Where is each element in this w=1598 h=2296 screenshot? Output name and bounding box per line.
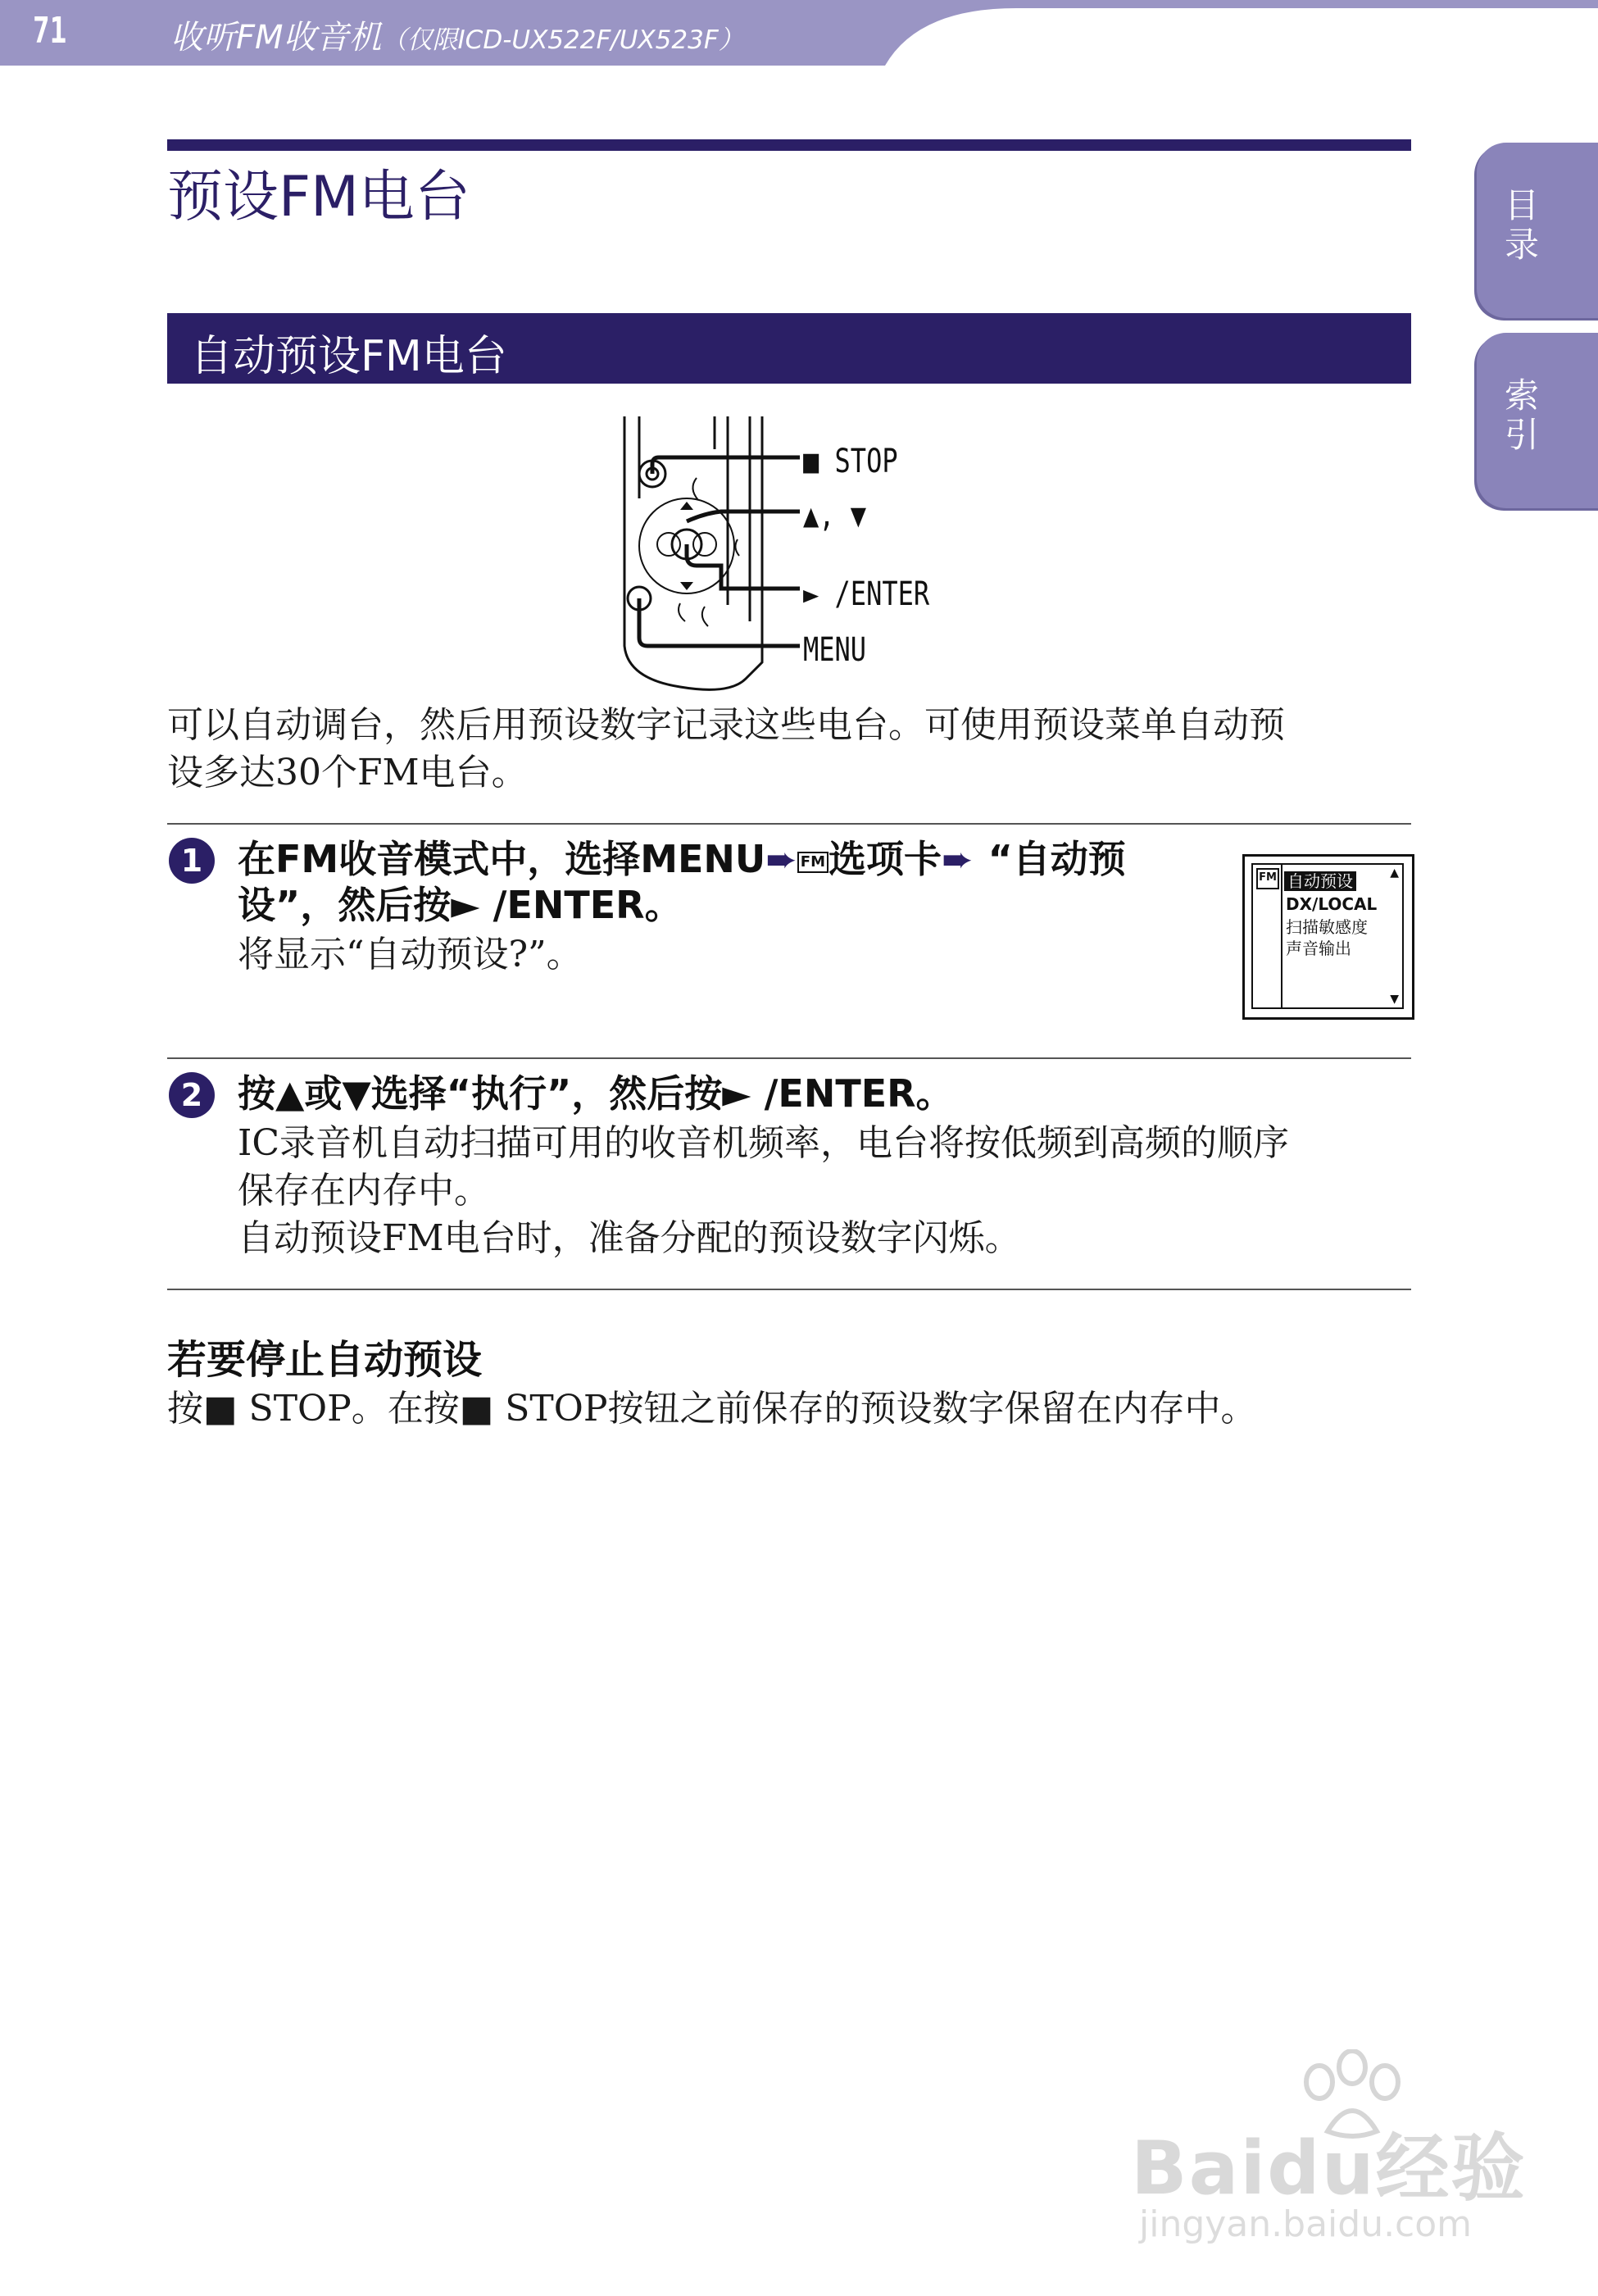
scroll-down-icon: ▼ xyxy=(1390,993,1399,1006)
intro-line-2: 设多达30个FM电台。 xyxy=(167,752,528,793)
step-1-text-a: 在FM收音模式中，选择MENU xyxy=(238,837,766,881)
step-1-heading xyxy=(238,836,1126,928)
step-1-text-c: “自动预 xyxy=(987,837,1126,881)
stop-heading: 若要停止自动预设 xyxy=(167,1337,483,1383)
chapter-title-note: （仅限ICD-UX522F/UX523F） xyxy=(381,25,744,55)
section-bar xyxy=(167,313,1411,384)
stop-text: 按■ STOP。在按■ STOP按钮之前保存的预设数字保留在内存中。 xyxy=(167,1388,1257,1430)
chapter-title xyxy=(170,11,744,58)
divider xyxy=(167,1057,1411,1059)
divider xyxy=(167,1289,1411,1290)
step-2-desc-line-2: 保存在内存中。 xyxy=(238,1170,490,1212)
lcd-item-auto-preset: 自动预设 xyxy=(1284,871,1356,891)
page-title: 预设FM电台 xyxy=(167,165,470,230)
step-2-desc-line-1: IC录音机自动扫描可用的收音机频率，电台将按低频到高频的顺序 xyxy=(238,1122,1290,1164)
arrow-icon: ➨ xyxy=(765,837,797,881)
step-1-text-b: 选项卡 xyxy=(829,837,942,881)
chapter-title-main: 收听FM收音机 xyxy=(170,19,382,57)
lcd-item-scan-sensitivity: 扫描敏感度 xyxy=(1286,917,1368,937)
lcd-divider xyxy=(1281,865,1282,1007)
stop-label: ■ STOP xyxy=(803,443,898,480)
step-2-description xyxy=(238,1120,1289,1262)
lcd-item-dx-local: DX/LOCAL xyxy=(1286,894,1378,914)
tab-contents-label: 目录 xyxy=(1500,187,1540,266)
title-rule xyxy=(167,139,1411,151)
watermark-brand: Baidu经验 xyxy=(1131,2126,1527,2212)
device-diagram xyxy=(606,416,1033,695)
arrow-icon: ➨ xyxy=(942,837,974,881)
up-down-label: ▲, ▼ xyxy=(803,497,867,534)
step-1-description: 将显示“自动预设?”。 xyxy=(238,934,583,975)
page-number: 71 xyxy=(33,10,67,52)
intro-line-1: 可以自动调台，然后用预设数字记录这些电台。可使用预设菜单自动预 xyxy=(167,704,1285,746)
menu-label: MENU xyxy=(803,631,867,669)
divider xyxy=(167,823,1411,825)
lcd-menu-screen xyxy=(1242,854,1414,1020)
lcd-frame xyxy=(1251,863,1404,1009)
fm-tab-icon: FM xyxy=(797,852,829,873)
tab-contents[interactable] xyxy=(1477,143,1598,318)
step-2-heading: 按▲或▼选择“执行”，然后按► /ENTER。 xyxy=(238,1071,954,1116)
fm-tab-icon: FM xyxy=(1256,868,1279,889)
baidu-watermark xyxy=(1131,2049,1527,2246)
scroll-up-icon: ▲ xyxy=(1390,866,1399,880)
section-title: 自动预设FM电台 xyxy=(190,332,507,381)
step-1-number: 1 xyxy=(169,838,215,884)
tab-index[interactable] xyxy=(1477,333,1598,508)
step-2-number: 2 xyxy=(169,1072,215,1118)
page-header xyxy=(0,0,1598,66)
step-1-heading-line-1 xyxy=(238,836,1126,882)
step-1-heading-line-2: 设”，然后按► /ENTER。 xyxy=(238,883,683,927)
step-2-desc-line-3: 自动预设FM电台时，准备分配的预设数字闪烁。 xyxy=(238,1217,1021,1259)
enter-label: ► /ENTER xyxy=(803,575,930,613)
tab-index-label: 索引 xyxy=(1500,377,1540,456)
intro-paragraph xyxy=(167,702,1413,797)
watermark-url: jingyan.baidu.com xyxy=(1139,2203,1473,2245)
lcd-item-sound-output: 声音输出 xyxy=(1286,939,1351,958)
